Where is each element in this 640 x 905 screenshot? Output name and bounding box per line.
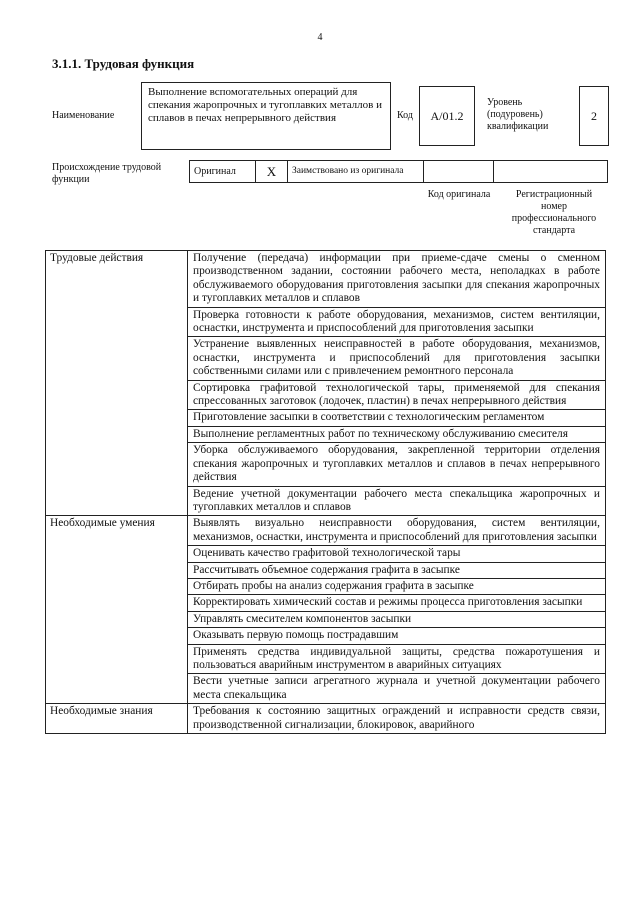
item-cell: Сортировка графитовой технологической тары, применяемой для спекания спрессованных заготовок (лодочек, пластин) в печах непрерывного действия — [188, 380, 606, 410]
section-title: 3.1.1. Трудовая функция — [52, 56, 195, 71]
origin-label: Происхождение трудовой функции — [52, 162, 162, 185]
item-cell: Устранение выявленных неисправностей в работе оборудования, механизмов, оснастки, инструмента и приспособлений для приготовления засыпки собственными силами или с привлечением ремонтного персонала — [188, 337, 606, 380]
item-cell: Вести учетные записи агрегатного журнала и учетной документации рабочего места спекальщика — [188, 674, 606, 704]
registration-number-label: Регистрационный номер профессионального стандарта — [511, 189, 597, 236]
code-label: Код — [397, 110, 413, 121]
item-cell: Получение (передача) информации при приеме-сдаче смены о сменном производственном задании, состоянии рабочего места, неполадках в работе обслуживаемого оборудования приготовления засыпки для спекания жаропрочных и тугоплавких металлов и сплавов — [188, 251, 606, 308]
table-row — [46, 704, 606, 734]
category-cell: Трудовые действия — [46, 251, 188, 516]
original-mark-cell: X — [256, 161, 288, 183]
item-cell: Оценивать качество графитовой технологической тары — [188, 546, 606, 562]
origin-table — [189, 160, 608, 183]
item-cell: Управлять смесителем компонентов засыпки — [188, 611, 606, 627]
item-cell: Выполнение регламентных работ по техническому обслуживанию смесителя — [188, 426, 606, 442]
page-number: 4 — [317, 32, 323, 43]
qualification-level-box: 2 — [579, 86, 609, 146]
function-content-table — [45, 250, 606, 734]
item-cell: Отбирать пробы на анализ содержания графита в засыпке — [188, 578, 606, 594]
category-cell: Необходимые умения — [46, 516, 188, 704]
item-cell: Уборка обслуживаемого оборудования, закрепленной территории отделения спекания жаропрочных и тугоплавких металлов и сплавов в печах непрерывного действия — [188, 443, 606, 486]
item-cell: Рассчитывать объемное содержания графита в засыпке — [188, 562, 606, 578]
registration-number-cell — [494, 161, 608, 183]
item-cell: Выявлять визуально неисправности оборудования, систем вентиляции, механизмов, оснастки, инструмента и приспособлений для приготовления засыпки — [188, 516, 606, 546]
item-cell: Ведение учетной документации рабочего места спекальщика жаропрочных и тугоплавких металлов и сплавов — [188, 486, 606, 516]
name-label: Наименование — [52, 110, 115, 121]
borrowed-label-cell: Заимствовано из оригинала — [288, 161, 424, 183]
original-code-cell — [424, 161, 494, 183]
function-name-box: Выполнение вспомогательных операций для спекания жаропрочных и тугоплавких металлов и сплавов в печах непрерывного действия — [141, 82, 391, 150]
item-cell: Корректировать химический состав и режимы процесса приготовления засыпки — [188, 595, 606, 611]
item-cell: Требования к состоянию защитных ограждений и исправности средств связи, производственной сигнализации, блокировок, аварийного — [188, 704, 606, 734]
category-cell: Необходимые знания — [46, 704, 188, 734]
code-value-box: A/01.2 — [419, 86, 475, 146]
item-cell: Применять средства индивидуальной защиты, средства пожаротушения и пользоваться аварийным инструментом в аварийных ситуациях — [188, 644, 606, 674]
original-code-label: Код оригинала — [427, 189, 491, 200]
table-row — [46, 516, 606, 546]
qualification-level-label: Уровень (подуровень) квалификации — [487, 97, 549, 132]
table-row — [46, 251, 606, 308]
item-cell: Проверка готовности к работе оборудования, механизмов, систем вентиляции, оснастки, инструмента и приспособлений для приготовления засыпки — [188, 307, 606, 337]
item-cell: Приготовление засыпки в соответствии с технологическим регламентом — [188, 410, 606, 426]
item-cell: Оказывать первую помощь пострадавшим — [188, 628, 606, 644]
original-label-cell: Оригинал — [190, 161, 256, 183]
